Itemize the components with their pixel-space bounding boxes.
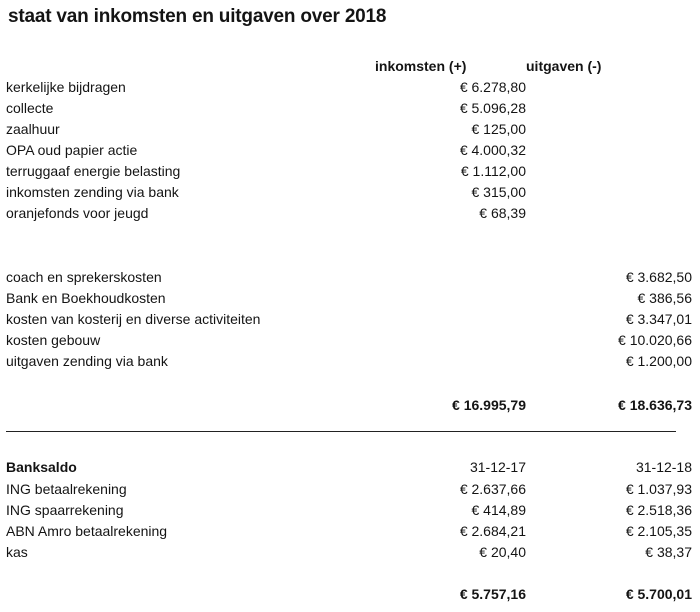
income-label: terruggaaf energie belasting: [6, 163, 181, 179]
expense-label: coach en sprekerskosten: [6, 269, 162, 285]
expense-amount: € 3.347,01: [625, 311, 692, 327]
income-row: [6, 161, 692, 182]
banksaldo-header-row: [6, 457, 692, 478]
banksaldo-totals-row: [6, 584, 692, 605]
bank-account-label: kas: [6, 544, 28, 560]
expense-row: [6, 351, 692, 372]
bank-balance-2017: € 414,89: [471, 502, 526, 518]
expense-label: kosten van kosterij en diverse activiteiten: [6, 311, 261, 327]
bank-balance-2017: € 20,40: [479, 544, 526, 560]
column-header-inkomsten: inkomsten (+): [375, 58, 467, 74]
banksaldo-date-from: 31-12-17: [469, 459, 526, 475]
income-label: collecte: [6, 100, 54, 116]
expense-row: [6, 288, 692, 309]
banksaldo-date-to: 31-12-18: [635, 459, 692, 475]
expense-row: [6, 309, 692, 330]
banksaldo-total-2018: € 5.700,01: [625, 586, 692, 602]
expense-amount: € 386,56: [637, 290, 692, 306]
income-row: [6, 182, 692, 203]
bank-balance-2018: € 1.037,93: [625, 481, 692, 497]
bank-account-label: ABN Amro betaalrekening: [6, 523, 168, 539]
income-amount: € 125,00: [471, 121, 526, 137]
income-label: inkomsten zending via bank: [6, 184, 179, 200]
bank-account-row: [6, 521, 692, 542]
income-row: [6, 98, 692, 119]
income-row: [6, 203, 692, 224]
banksaldo-total-2017: € 5.757,16: [459, 586, 526, 602]
income-row: [6, 77, 692, 98]
divider-line: [6, 431, 676, 432]
banksaldo-heading: Banksaldo: [6, 459, 77, 475]
expense-amount: € 10.020,66: [618, 332, 692, 348]
total-inkomsten: € 16.995,79: [452, 397, 526, 413]
income-amount: € 315,00: [471, 184, 526, 200]
bank-account-row: [6, 542, 692, 563]
income-row: [6, 119, 692, 140]
income-amount: € 68,39: [479, 205, 526, 221]
document-title: staat van inkomsten en uitgaven over 2018: [8, 6, 387, 27]
total-uitgaven: € 18.636,73: [618, 397, 692, 413]
bank-balance-2018: € 38,37: [645, 544, 692, 560]
income-label: oranjefonds voor jeugd: [6, 205, 149, 221]
income-amount: € 4.000,32: [459, 142, 526, 158]
income-label: kerkelijke bijdragen: [6, 79, 126, 95]
expense-amount: € 1.200,00: [625, 353, 692, 369]
income-amount: € 6.278,80: [459, 79, 526, 95]
bank-account-label: ING betaalrekening: [6, 481, 127, 497]
income-label: OPA oud papier actie: [6, 142, 138, 158]
expense-label: uitgaven zending via bank: [6, 353, 168, 369]
expense-amount: € 3.682,50: [625, 269, 692, 285]
bank-balance-2018: € 2.105,35: [625, 523, 692, 539]
bank-account-row: [6, 500, 692, 521]
expense-row: [6, 330, 692, 351]
income-label: zaalhuur: [6, 121, 60, 137]
expense-label: kosten gebouw: [6, 332, 101, 348]
bank-balance-2017: € 2.637,66: [459, 481, 526, 497]
income-row: [6, 140, 692, 161]
bank-balance-2017: € 2.684,21: [459, 523, 526, 539]
income-amount: € 5.096,28: [459, 100, 526, 116]
bank-account-label: ING spaarrekening: [6, 502, 124, 518]
expense-label: Bank en Boekhoudkosten: [6, 290, 166, 306]
income-amount: € 1.112,00: [460, 163, 526, 179]
bank-account-row: [6, 479, 692, 500]
expense-row: [6, 267, 692, 288]
bank-balance-2018: € 2.518,36: [625, 502, 692, 518]
column-header-uitgaven: uitgaven (-): [526, 58, 602, 74]
totals-row: [6, 395, 692, 416]
